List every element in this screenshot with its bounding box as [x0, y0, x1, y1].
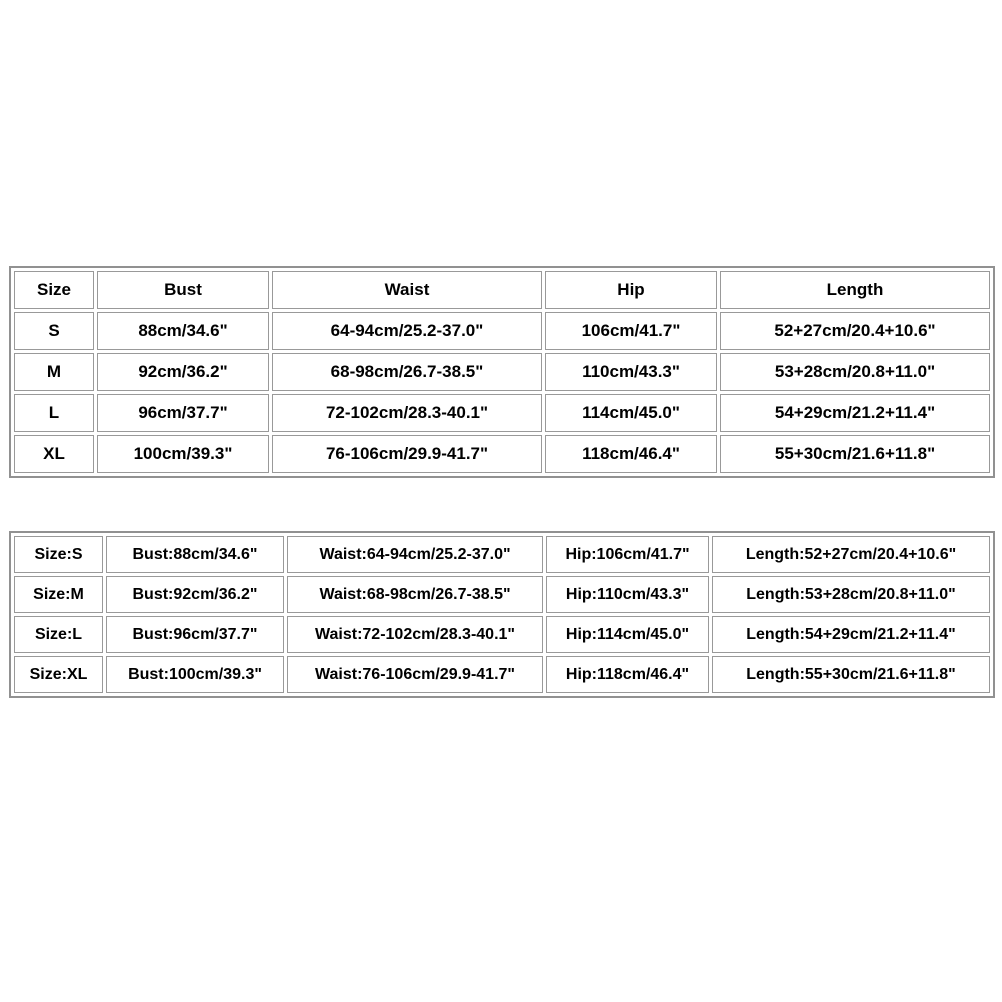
col-header-waist: Waist: [272, 271, 542, 309]
cell-s-waist: Waist:64-94cm/25.2-37.0": [287, 536, 543, 573]
cell-s-size: S: [14, 312, 94, 350]
cell-xl-bust: 100cm/39.3": [97, 435, 269, 473]
cell-m-bust: 92cm/36.2": [97, 353, 269, 391]
table-row-s: [14, 536, 990, 573]
col-header-size: Size: [14, 271, 94, 309]
cell-xl-bust: Bust:100cm/39.3": [106, 656, 284, 693]
cell-xl-size: Size:XL: [14, 656, 103, 693]
cell-xl-hip: Hip:118cm/46.4": [546, 656, 709, 693]
table-row-m: [14, 353, 990, 391]
table-row-l: [14, 394, 990, 432]
cell-m-bust: Bust:92cm/36.2": [106, 576, 284, 613]
cell-xl-hip: 118cm/46.4": [545, 435, 717, 473]
cell-l-hip: Hip:114cm/45.0": [546, 616, 709, 653]
cell-s-length: 52+27cm/20.4+10.6": [720, 312, 990, 350]
cell-l-size: L: [14, 394, 94, 432]
size-chart-table-with-headers: [9, 266, 995, 478]
table-row-l: [14, 616, 990, 653]
cell-m-hip: Hip:110cm/43.3": [546, 576, 709, 613]
cell-xl-waist: Waist:76-106cm/29.9-41.7": [287, 656, 543, 693]
col-header-hip: Hip: [545, 271, 717, 309]
cell-l-bust: Bust:96cm/37.7": [106, 616, 284, 653]
col-header-bust: Bust: [97, 271, 269, 309]
cell-m-hip: 110cm/43.3": [545, 353, 717, 391]
cell-s-bust: Bust:88cm/34.6": [106, 536, 284, 573]
cell-l-length: Length:54+29cm/21.2+11.4": [712, 616, 990, 653]
table-row-xl: [14, 435, 990, 473]
cell-m-size: Size:M: [14, 576, 103, 613]
cell-s-hip: Hip:106cm/41.7": [546, 536, 709, 573]
table-row-xl: [14, 656, 990, 693]
cell-xl-length: Length:55+30cm/21.6+11.8": [712, 656, 990, 693]
col-header-length: Length: [720, 271, 990, 309]
cell-l-bust: 96cm/37.7": [97, 394, 269, 432]
cell-l-waist: Waist:72-102cm/28.3-40.1": [287, 616, 543, 653]
cell-l-hip: 114cm/45.0": [545, 394, 717, 432]
cell-s-bust: 88cm/34.6": [97, 312, 269, 350]
size-chart-table-inline-labels: [9, 531, 995, 698]
cell-xl-size: XL: [14, 435, 94, 473]
cell-xl-waist: 76-106cm/29.9-41.7": [272, 435, 542, 473]
table-row-m: [14, 576, 990, 613]
cell-l-size: Size:L: [14, 616, 103, 653]
cell-m-waist: 68-98cm/26.7-38.5": [272, 353, 542, 391]
cell-s-length: Length:52+27cm/20.4+10.6": [712, 536, 990, 573]
cell-xl-length: 55+30cm/21.6+11.8": [720, 435, 990, 473]
header-row: [14, 271, 990, 309]
table-row-s: [14, 312, 990, 350]
cell-l-length: 54+29cm/21.2+11.4": [720, 394, 990, 432]
cell-l-waist: 72-102cm/28.3-40.1": [272, 394, 542, 432]
cell-s-size: Size:S: [14, 536, 103, 573]
cell-s-waist: 64-94cm/25.2-37.0": [272, 312, 542, 350]
cell-m-length: Length:53+28cm/20.8+11.0": [712, 576, 990, 613]
cell-m-length: 53+28cm/20.8+11.0": [720, 353, 990, 391]
cell-m-size: M: [14, 353, 94, 391]
cell-m-waist: Waist:68-98cm/26.7-38.5": [287, 576, 543, 613]
cell-s-hip: 106cm/41.7": [545, 312, 717, 350]
